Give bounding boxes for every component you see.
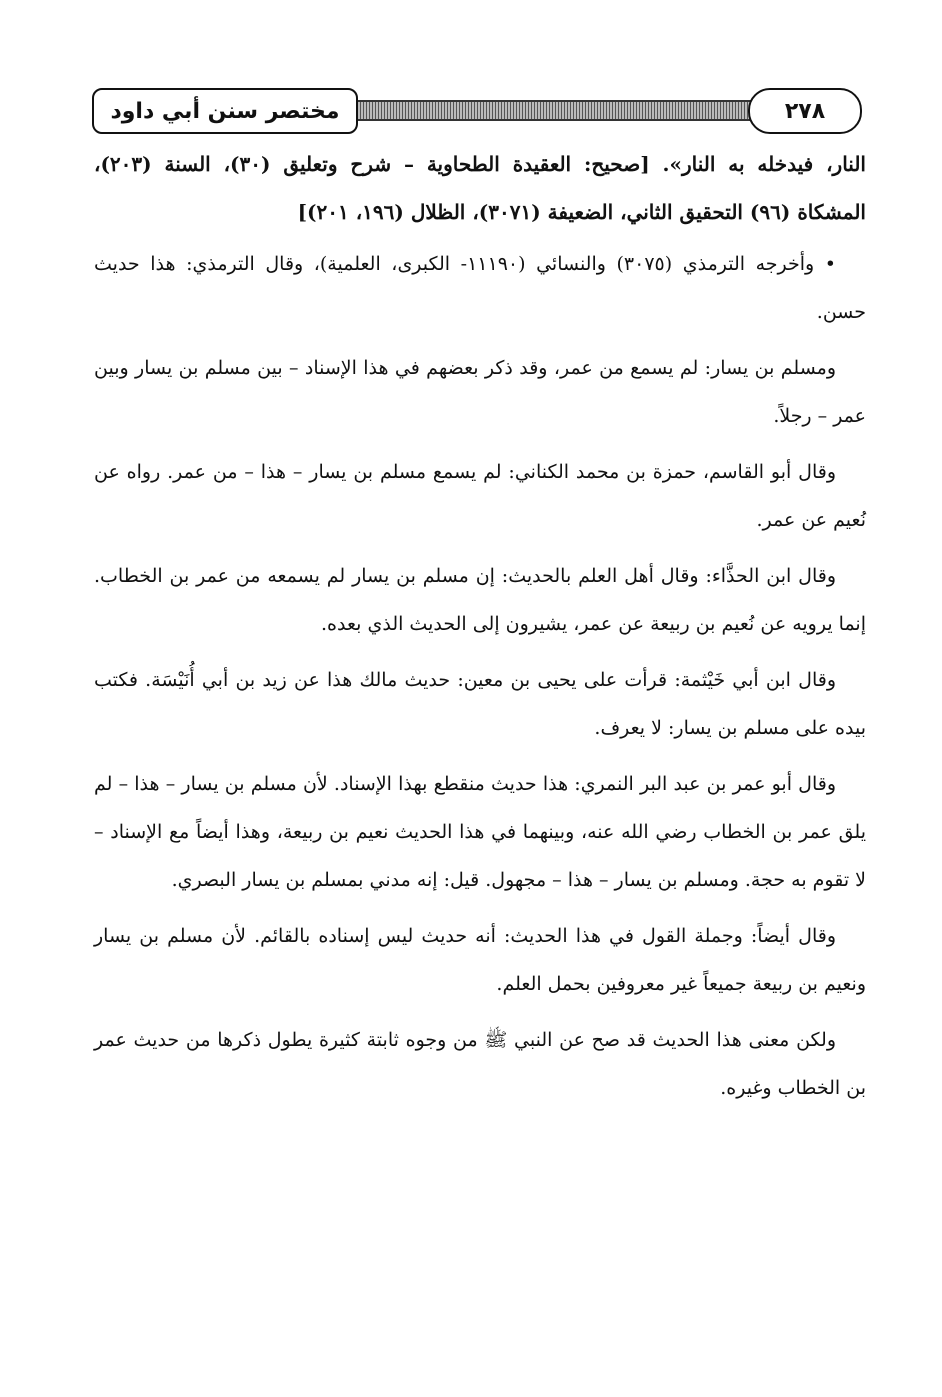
header-decorative-bar [342,100,762,121]
paragraph: وقال أبو القاسم، حمزة بن محمد الكناني: لم يسمع مسلم بن يسار – هذا – من عمر. رواه عن نُعيم عن عمر. [94,461,866,531]
page-number: ٢٧٨ [748,88,862,134]
paragraph: وقال ابن أبي خَيْثمة: قرأت على يحيى بن معين: حديث مالك هذا عن زيد بن أبي أُنَيْسَة. فكتب بيده على مسلم بن يسار: لا يعرف. [94,669,866,739]
page-body [94,140,866,1120]
paragraph: • وأخرجه الترمذي (٣٠٧٥) والنسائي (١١١٩٠- الكبرى، العلمية)، وقال الترمذي: هذا حديث حسن. [94,253,866,323]
paragraph: ومسلم بن يسار: لم يسمع من عمر، وقد ذكر بعضهم في هذا الإسناد – بين مسلم بن يسار وبين عمر – رجلاً. [94,357,866,427]
paragraph-takhrij: النار، فيدخله به النار». [صحيح: العقيدة الطحاوية – شرح وتعليق (٣٠)، السنة (٢٠٣)، المشكاة (٩٦) التحقيق الثاني، الضعيفة (٣٠٧١)، الظلال (١٩٦، ٢٠١)] [94,152,866,224]
paragraph: ولكن معنى هذا الحديث قد صح عن النبي ﷺ من وجوه ثابتة كثيرة يطول ذكرها من حديث عمر بن الخطاب وغيره. [94,1029,866,1099]
paragraph: وقال ابن الحذَّاء: وقال أهل العلم بالحديث: إن مسلم بن يسار لم يسمعه من عمر بن الخطاب. إنما يرويه عن نُعيم بن ربيعة عن عمر، يشيرون إلى الحديث الذي بعده. [94,565,866,635]
paragraph: وقال أيضاً: وجملة القول في هذا الحديث: أنه حديث ليس إسناده بالقائم. لأن مسلم بن يسار ونعيم بن ربيعة جميعاً غير معروفين بحمل العلم. [94,925,866,995]
book-title: مختصر سنن أبي داود [92,88,358,134]
paragraph: وقال أبو عمر بن عبد البر النمري: هذا حديث منقطع بهذا الإسناد. لأن مسلم بن يسار – هذا – لم يلق عمر بن الخطاب رضي الله عنه، وبينهما في هذا الحديث نعيم بن ربيعة، وهذا أيضاً مع الإسناد – لا تقوم به حجة. ومسلم بن يسار – هذا – مجهول. قيل: إنه مدني بمسلم بن يسار البصري. [94,773,866,891]
page-header [92,88,862,134]
